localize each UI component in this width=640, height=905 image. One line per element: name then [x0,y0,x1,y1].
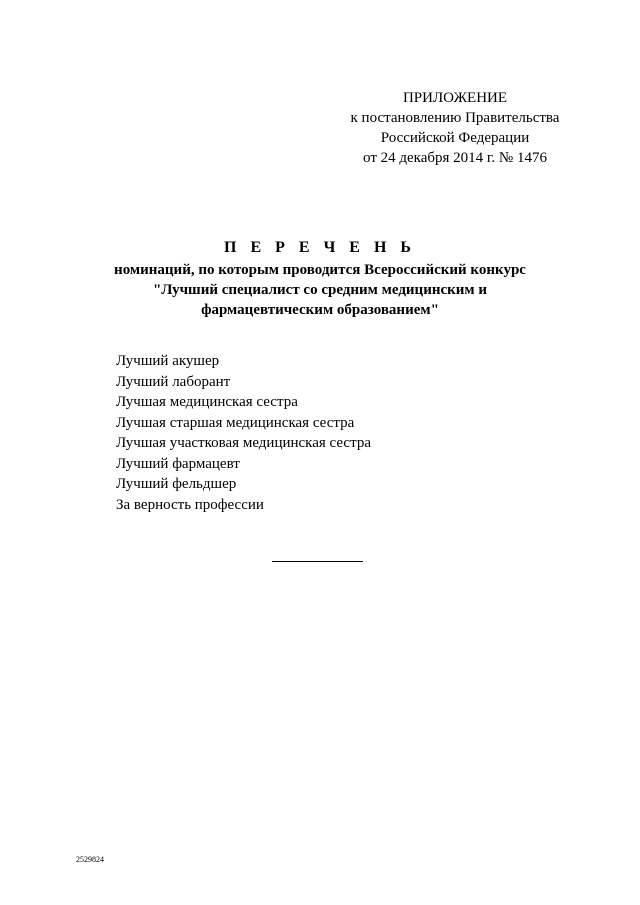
document-subtitle [60,260,580,320]
nomination-item: Лучший фармацевт [116,455,240,472]
nomination-item: Лучшая старшая медицинская сестра [116,414,355,431]
subtitle-line: номинаций, по которым проводится Всероссийский конкурс [114,262,526,278]
nomination-item: Лучший акушер [116,353,220,369]
appendix-reference: к постановлению Правительства [350,110,560,126]
subtitle-line: "Лучший специалист со средним медицинским и [152,282,488,298]
appendix-block [340,88,570,168]
appendix-label: ПРИЛОЖЕНИЕ [402,90,508,106]
nomination-item: Лучший лаборант [116,373,231,390]
document-title: П Е Р Е Ч Е Н Ь [224,239,416,256]
nomination-item: Лучшая медицинская сестра [116,394,298,410]
end-separator-line [272,561,363,562]
document-code: 2529824 [76,855,104,864]
document-heading [60,238,580,320]
nominations-list [116,351,371,515]
appendix-date-number: от 24 декабря 2014 г. № 1476 [363,150,547,166]
nomination-item: Лучшая участковая медицинская сестра [116,435,371,451]
nomination-item: Лучший фельдшер [116,476,237,492]
nomination-item: За верность профессии [116,496,264,513]
subtitle-line: фармацевтическим образованием" [201,302,439,318]
appendix-authority: Российской Федерации [380,130,530,146]
